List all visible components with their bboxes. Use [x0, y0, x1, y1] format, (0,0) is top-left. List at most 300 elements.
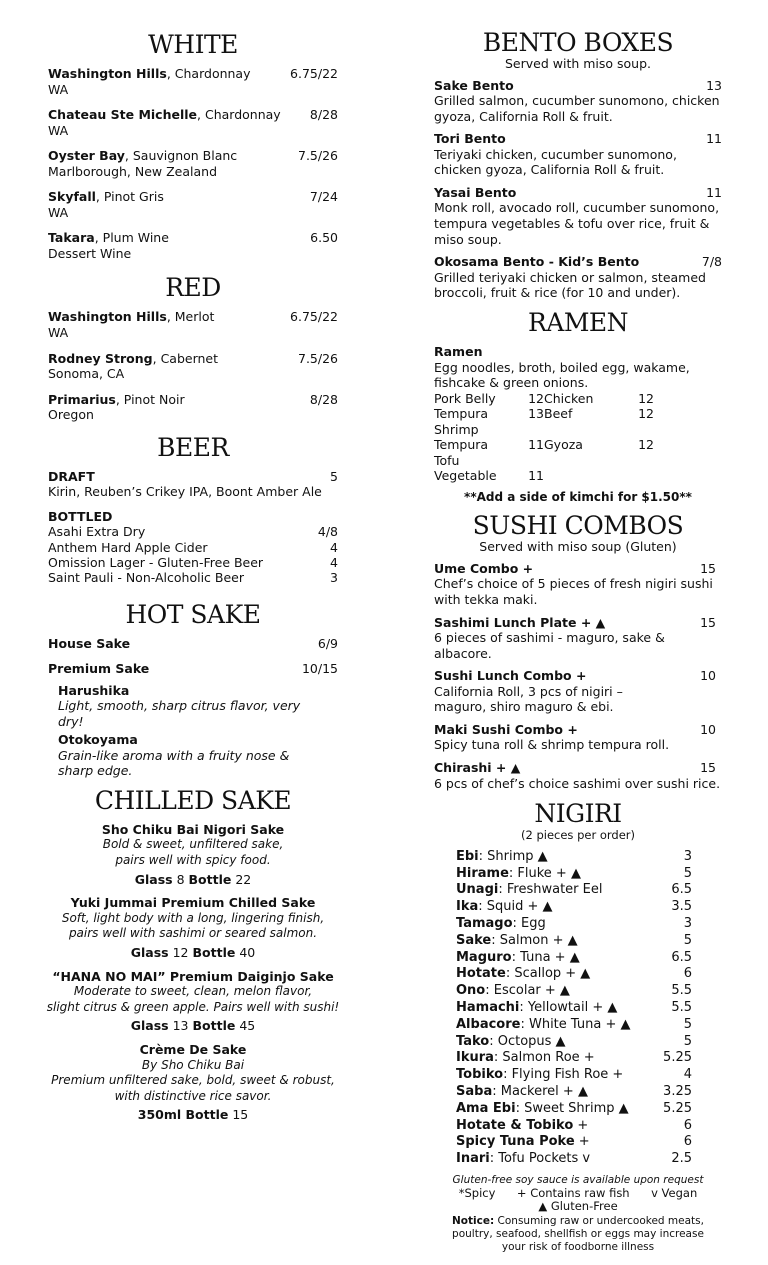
chilled-sake-prices: [28, 1018, 358, 1034]
item-name: Rodney Strong: [48, 350, 153, 366]
item-name: Yasai Bento: [434, 184, 517, 200]
legend-item: v Vegan: [651, 1185, 698, 1200]
ramen-option-price: 11: [528, 468, 544, 484]
item-description: Monk roll, avocado roll, cucumber sunomono,: [434, 200, 720, 216]
ramen-option-name: Pork Belly: [434, 390, 496, 406]
nigiri-price: 2.5: [671, 1151, 692, 1167]
nigiri-row: [456, 1118, 692, 1135]
item-row: [434, 131, 722, 147]
nigiri-name: Spicy Tuna Poke: [456, 1134, 575, 1150]
nigiri-row: [456, 1134, 692, 1151]
draft-list: Kirin, Reuben’s Crikey IPA, Boont Amber Ale: [48, 484, 322, 500]
item-origin: WA: [48, 324, 69, 340]
item-price: 8/28: [309, 107, 338, 123]
ramen-option-price: 12: [638, 390, 654, 406]
nigiri-title: [456, 866, 581, 883]
menu-item: [434, 561, 722, 608]
notice-text: your risk of foodborne illness: [501, 1240, 655, 1253]
item-price: 6.75/22: [290, 309, 338, 325]
section-heading-bento-boxes: BENTO BOXES: [482, 28, 674, 57]
chilled-sake-desc: Soft, light body with a long, lingering finish,: [61, 910, 325, 925]
nigiri-desc: : Sweet Shrimp ▲: [515, 1100, 629, 1116]
nigiri-desc: : Salmon Roe +: [493, 1050, 595, 1066]
nigiri-row: [456, 1084, 692, 1101]
ramen-option-name: Chicken: [544, 390, 594, 406]
item-name: Chateau Ste Michelle: [48, 107, 198, 123]
chilled-sake-desc: pairs well with sashimi or seared salmon.: [68, 926, 318, 941]
menu-item: [48, 107, 338, 138]
beer-name: Omission Lager - Gluten-Free Beer: [48, 555, 264, 571]
nigiri-desc: : Tofu Pockets v: [489, 1151, 591, 1167]
nigiri-title: [456, 1017, 630, 1034]
nigiri-title: [456, 1050, 595, 1067]
nigiri-price: 6: [683, 1117, 692, 1133]
nigiri-title: [456, 1000, 617, 1017]
beer-name: Anthem Hard Apple Cider: [48, 539, 208, 555]
premium-sake-desc: Grain-like aroma with a fruity nose & sharp edge.: [58, 747, 290, 779]
nigiri-price: 6: [683, 966, 692, 982]
nigiri-title: [456, 966, 590, 983]
nigiri-name: Ama Ebi: [456, 1100, 516, 1116]
item-description: maguro, shiro maguro & ebi.: [434, 699, 614, 715]
menu-item: [434, 760, 722, 791]
glass-label: Glass: [130, 944, 169, 960]
sake-price: 10/15: [301, 661, 338, 677]
item-row: [48, 66, 338, 82]
nigiri-desc: : White Tuna + ▲: [520, 1016, 631, 1032]
item-price: 15: [700, 760, 716, 776]
nigiri-title: [456, 849, 548, 866]
item-name: Sushi Lunch Combo +: [434, 668, 587, 684]
item-price: 15: [700, 560, 716, 576]
beer-price: 4/8: [317, 524, 338, 540]
nigiri-row: [456, 1034, 692, 1051]
ramen-desc: fishcake & green onions.: [434, 375, 589, 391]
item-row: [48, 392, 338, 408]
sake-name: House Sake: [48, 635, 131, 651]
item-variety: , Pinot Gris: [95, 189, 164, 205]
glass-price: 13: [172, 1018, 189, 1034]
item-variety: , Chardonnay: [166, 66, 251, 81]
item-name: Chirashi + ▲: [434, 760, 521, 776]
nigiri-row: [456, 1017, 692, 1034]
menu-item: [434, 185, 722, 247]
glass-price: 12: [172, 944, 189, 960]
item-title: [434, 131, 506, 147]
chilled-sake-desc: By Sho Chiku Bai: [141, 1057, 245, 1072]
item-name: Maki Sushi Combo +: [434, 721, 578, 737]
item-row: [48, 107, 338, 123]
item-origin: Oregon: [48, 407, 94, 423]
notice-line: [434, 1215, 722, 1228]
bottled-row: [48, 555, 338, 570]
item-title: [48, 392, 185, 408]
nigiri-row: [456, 1000, 692, 1017]
chilled-sake-prices: [28, 872, 358, 888]
nigiri-desc: : Scallop + ▲: [505, 966, 591, 982]
nigiri-desc: : Mackerel + ▲: [492, 1083, 588, 1099]
nigiri-row: [456, 1101, 692, 1118]
premium-sake-name: Harushika: [58, 682, 130, 698]
menu-item: [434, 131, 722, 178]
ramen-option-price: 11: [528, 437, 544, 453]
nigiri-name: Hirame: [456, 865, 509, 881]
chilled-sake-desc: Bold & sweet, unfiltered sake,: [102, 837, 284, 852]
ramen-option-name: Beef: [544, 406, 573, 422]
item-row: [434, 760, 722, 776]
item-row: [434, 254, 722, 270]
chilled-sake-item: [28, 895, 358, 960]
nigiri-name: Albacore: [456, 1016, 521, 1032]
ramen-name: Ramen: [434, 343, 483, 359]
nigiri-name: Ebi: [456, 848, 479, 864]
item-name: Okosama Bento - Kid’s Bento: [434, 254, 640, 270]
section-heading-nigiri: NIGIRI: [534, 799, 622, 829]
beer-price: 4: [330, 539, 338, 555]
glass-price: 8: [176, 871, 185, 887]
chilled-sake-item: [28, 822, 358, 887]
chilled-sake-item: [28, 1042, 358, 1123]
item-title: [48, 66, 251, 82]
hot-sake-row: [48, 636, 338, 652]
ramen-option-price: 12: [638, 437, 654, 453]
ramen-option-name: Gyoza: [544, 437, 583, 453]
legend-item: + Contains raw fish: [516, 1185, 630, 1200]
item-price: 7/24: [309, 189, 338, 205]
legend: [434, 1187, 722, 1200]
legend-item: *Spicy: [458, 1185, 496, 1200]
item-price: 11: [706, 184, 722, 200]
nigiri-price: 3: [683, 915, 692, 931]
item-row: [434, 185, 722, 201]
nigiri-title: [456, 1118, 588, 1135]
nigiri-name: Sake: [456, 932, 492, 948]
chilled-sake-name: Sho Chiku Bai Nigori Sake: [101, 821, 285, 837]
sake-name: Premium Sake: [48, 661, 150, 677]
ramen-option-price: 12: [638, 406, 654, 422]
item-price: 10: [700, 721, 716, 737]
nigiri-name: Hotate: [456, 966, 506, 982]
chilled-sake-desc: slight citrus & green apple. Pairs well with sushi!: [46, 999, 340, 1014]
item-origin: WA: [48, 122, 69, 138]
item-variety: , Cabernet: [152, 350, 219, 366]
bottle-label: Bottle: [192, 944, 236, 960]
item-price: 7.5/26: [298, 148, 338, 164]
ramen-option-price: 13: [528, 406, 544, 422]
premium-sake: [48, 683, 338, 730]
nigiri-title: [456, 1067, 623, 1084]
ramen-option-price: 12: [528, 390, 544, 406]
nigiri-price: 5: [683, 865, 692, 881]
item-variety: , Plum Wine: [94, 230, 169, 246]
nigiri-name: Tobiko: [456, 1067, 504, 1083]
item-title: [434, 561, 533, 577]
menu-item: [48, 148, 338, 179]
nigiri-row: [456, 882, 692, 899]
item-title: [434, 185, 516, 201]
chilled-sake-prices: [28, 1107, 358, 1123]
ramen-option-name: Tempura Tofu: [434, 437, 489, 468]
nigiri-row: [456, 966, 692, 983]
item-description: California Roll, 3 pcs of nigiri –: [434, 683, 623, 699]
draft-price: 5: [330, 468, 338, 484]
item-description: tempura vegetables & tofu over rice, fruit &: [434, 216, 710, 232]
item-row: [48, 148, 338, 164]
nigiri-name: Hamachi: [456, 999, 520, 1015]
item-row: [48, 309, 338, 325]
nigiri-price: 3.25: [663, 1083, 692, 1099]
menu-item: [434, 722, 722, 753]
chilled-sake-name: Yuki Jummai Premium Chilled Sake: [70, 895, 316, 911]
menu-item: [434, 615, 722, 662]
nigiri-name: Ikura: [456, 1050, 494, 1066]
nigiri-name: Ika: [456, 899, 479, 915]
item-price: 7/8: [701, 254, 722, 270]
section-heading-chilled-sake: CHILLED SAKE: [94, 785, 292, 815]
section-heading-hot-sake: HOT SAKE: [125, 599, 261, 629]
nigiri-price: 3: [683, 848, 692, 864]
nigiri-desc: : Freshwater Eel: [498, 882, 603, 898]
nigiri-price: 3.5: [671, 899, 692, 915]
item-title: [434, 615, 605, 631]
nigiri-title: [456, 983, 570, 1000]
item-variety: , Merlot: [166, 309, 215, 325]
nigiri-price: 6.5: [671, 882, 692, 898]
item-variety: , Chardonnay: [197, 107, 281, 123]
bottle-label: Bottle: [188, 871, 232, 887]
section-heading-white: WHITE: [148, 30, 238, 59]
nigiri-title: [456, 916, 546, 933]
item-row: [434, 615, 722, 631]
nigiri-price: 5.5: [671, 999, 692, 1015]
premium-sake-desc: Light, smooth, sharp citrus flavor, very dry!: [58, 698, 301, 729]
bottled-row: [48, 570, 338, 585]
nigiri-row: [456, 1151, 692, 1168]
item-name: Ume Combo +: [434, 560, 534, 576]
item-name: Oyster Bay: [48, 148, 125, 164]
right-column: [434, 0, 722, 1254]
item-price: 6.50: [310, 230, 338, 246]
item-variety: , Pinot Noir: [115, 391, 185, 407]
section-heading-beer: BEER: [157, 432, 229, 462]
item-origin: WA: [48, 81, 69, 97]
item-title: [434, 254, 639, 270]
item-name: Tori Bento: [434, 131, 506, 147]
item-price: 6.75/22: [290, 66, 338, 81]
bottle-price: 40: [239, 944, 256, 960]
item-description: chicken gyoza, California Roll & fruit.: [434, 162, 665, 178]
menu-item: [48, 189, 338, 220]
item-title: [48, 351, 218, 367]
bottle-price: 22: [235, 871, 252, 887]
nigiri-name: Tako: [456, 1033, 490, 1049]
nigiri-row: [456, 1050, 692, 1067]
bottle-label: 350ml Bottle: [137, 1107, 229, 1123]
nigiri-name: Inari: [456, 1151, 490, 1167]
item-row: [434, 78, 722, 94]
sushi-combos-subtitle: Served with miso soup (Gluten): [479, 539, 677, 555]
nigiri-row: [456, 899, 692, 916]
bottle-label: Bottle: [192, 1018, 236, 1034]
chilled-sake-name: Crème De Sake: [139, 1041, 247, 1057]
beer-name: Asahi Extra Dry: [48, 524, 146, 540]
bento-subtitle: Served with miso soup.: [504, 56, 652, 71]
nigiri-footer: [434, 1174, 722, 1254]
item-description: Chef’s choice of 5 pieces of fresh nigiri sushi: [434, 576, 713, 592]
premium-sake: [48, 732, 338, 779]
item-name: Skyfall: [48, 189, 96, 205]
menu-item: [48, 230, 338, 261]
nigiri-row: [456, 1067, 692, 1084]
bottled-row: [48, 540, 338, 555]
nigiri-row: [456, 933, 692, 950]
nigiri-desc: : Salmon + ▲: [491, 932, 578, 948]
item-price: 10: [700, 668, 716, 684]
item-price: 7.5/26: [298, 350, 338, 366]
item-title: [434, 760, 520, 776]
nigiri-desc: : Escolar + ▲: [485, 983, 570, 999]
item-name: Primarius: [48, 391, 116, 407]
chilled-sake-item: [28, 969, 358, 1034]
item-title: [434, 78, 514, 94]
item-title: [434, 668, 586, 684]
item-description: Teriyaki chicken, cucumber sunomono,: [434, 146, 677, 162]
nigiri-desc: +: [574, 1134, 590, 1150]
item-title: [48, 309, 214, 325]
item-description: 6 pcs of chef’s choice sashimi over sushi rice.: [434, 775, 721, 791]
menu-item: [434, 78, 722, 125]
chilled-sake-name: “HANA NO MAI” Premium Daiginjo Sake: [52, 968, 334, 984]
item-description: miso soup.: [434, 231, 502, 247]
nigiri-desc: : Shrimp ▲: [478, 848, 548, 864]
item-title: [48, 148, 237, 164]
chilled-sake-prices: [28, 945, 358, 961]
bottled-label: BOTTLED: [48, 508, 113, 524]
menu-item: [48, 66, 338, 97]
glass-label: Glass: [134, 871, 173, 887]
ramen-option-name: Tempura Shrimp: [434, 406, 489, 437]
left-column: [48, 0, 338, 1131]
draft-label: DRAFT: [48, 468, 95, 484]
item-price: 8/28: [309, 391, 338, 407]
nigiri-row: [456, 983, 692, 1000]
nigiri-subtitle: (2 pieces per order): [521, 828, 635, 843]
nigiri-list: [434, 849, 722, 1168]
item-price: 15: [700, 614, 716, 630]
item-variety: , Sauvignon Blanc: [124, 148, 238, 164]
nigiri-desc: : Egg: [512, 915, 546, 931]
nigiri-desc: +: [573, 1117, 589, 1133]
item-name: Washington Hills: [48, 66, 167, 81]
item-title: [48, 107, 281, 123]
item-row: [48, 351, 338, 367]
nigiri-title: [456, 1084, 588, 1101]
chilled-sake-desc: with distinctive rice savor.: [114, 1088, 272, 1103]
item-price: 11: [706, 131, 722, 147]
draft-row: [48, 469, 338, 485]
chilled-sake-desc: pairs well with spicy food.: [115, 853, 271, 867]
glass-label: Glass: [130, 1018, 169, 1034]
item-origin: Sonoma, CA: [48, 366, 125, 382]
item-title: [48, 189, 164, 205]
notice-text: poultry, seafood, shellfish or eggs may increase: [452, 1227, 704, 1240]
item-origin: WA: [48, 204, 69, 220]
beer-price: 3: [330, 570, 338, 586]
item-description: Spicy tuna roll & shrimp tempura roll.: [434, 737, 670, 753]
item-row: [48, 230, 338, 246]
nigiri-price: 5.5: [671, 983, 692, 999]
nigiri-desc: : Yellowtail + ▲: [519, 999, 618, 1015]
beer-name: Saint Pauli - Non-Alcoholic Beer: [48, 570, 244, 586]
nigiri-title: [456, 1101, 629, 1118]
beer-draft: [48, 469, 338, 500]
item-description: Grilled teriyaki chicken or salmon, steamed: [434, 269, 706, 285]
item-row: [48, 189, 338, 205]
nigiri-row: [456, 866, 692, 883]
hot-sake-row: [48, 661, 338, 677]
nigiri-price: 5: [683, 1033, 692, 1049]
legend-gluten-free: ▲ Gluten-Free: [538, 1198, 618, 1213]
notice-label: Notice:: [452, 1214, 495, 1227]
item-origin: Marlborough, New Zealand: [48, 163, 218, 179]
bottle-price: 15: [232, 1107, 249, 1123]
sake-price: 6/9: [317, 635, 338, 651]
item-row: [434, 561, 722, 577]
kimchi-note: **Add a side of kimchi for $1.50**: [464, 489, 692, 504]
nigiri-title: [456, 1134, 590, 1151]
menu-item: [48, 309, 338, 340]
nigiri-name: Tamago: [456, 915, 513, 931]
chilled-sake-desc: Moderate to sweet, clean, melon flavor,: [73, 984, 313, 999]
ramen-desc: Egg noodles, broth, boiled egg, wakame,: [434, 359, 690, 375]
item-name: Washington Hills: [48, 309, 167, 325]
nigiri-row: [456, 849, 692, 866]
nigiri-title: [456, 899, 553, 916]
nigiri-desc: : Squid + ▲: [478, 899, 553, 915]
nigiri-title: [456, 882, 602, 899]
menu-item: [434, 668, 722, 715]
menu-item: [434, 254, 722, 301]
nigiri-name: Hotate & Tobiko: [456, 1117, 574, 1133]
section-heading-ramen: RAMEN: [527, 307, 629, 337]
item-row: [434, 668, 722, 684]
nigiri-title: [456, 1034, 566, 1051]
item-name: Sashimi Lunch Plate + ▲: [434, 614, 606, 630]
nigiri-title: [456, 950, 580, 967]
item-origin: Dessert Wine: [48, 245, 132, 261]
nigiri-desc: : Tuna + ▲: [511, 949, 580, 965]
item-description: Grilled salmon, cucumber sunomono, chicken: [434, 93, 720, 109]
nigiri-price: 6: [683, 1134, 692, 1150]
nigiri-name: Saba: [456, 1083, 493, 1099]
nigiri-desc: : Fluke + ▲: [508, 865, 581, 881]
item-description: albacore.: [434, 645, 492, 661]
ramen-option-name: Vegetable: [434, 468, 497, 484]
premium-sake-name: Otokoyama: [58, 732, 138, 748]
nigiri-price: 6.5: [671, 949, 692, 965]
item-description: 6 pieces of sashimi - maguro, sake &: [434, 630, 665, 646]
nigiri-desc: : Flying Fish Roe +: [503, 1067, 624, 1083]
item-description: with tekka maki.: [434, 592, 538, 607]
item-row: [434, 722, 722, 738]
gluten-free-soy-note: Gluten-free soy sauce is available upon request: [452, 1173, 704, 1186]
ramen-options: [434, 391, 722, 484]
nigiri-price: 4: [683, 1067, 692, 1083]
beer-price: 4: [330, 555, 338, 571]
item-name: Takara: [48, 230, 95, 246]
nigiri-row: [456, 950, 692, 967]
menu-item: [48, 351, 338, 382]
